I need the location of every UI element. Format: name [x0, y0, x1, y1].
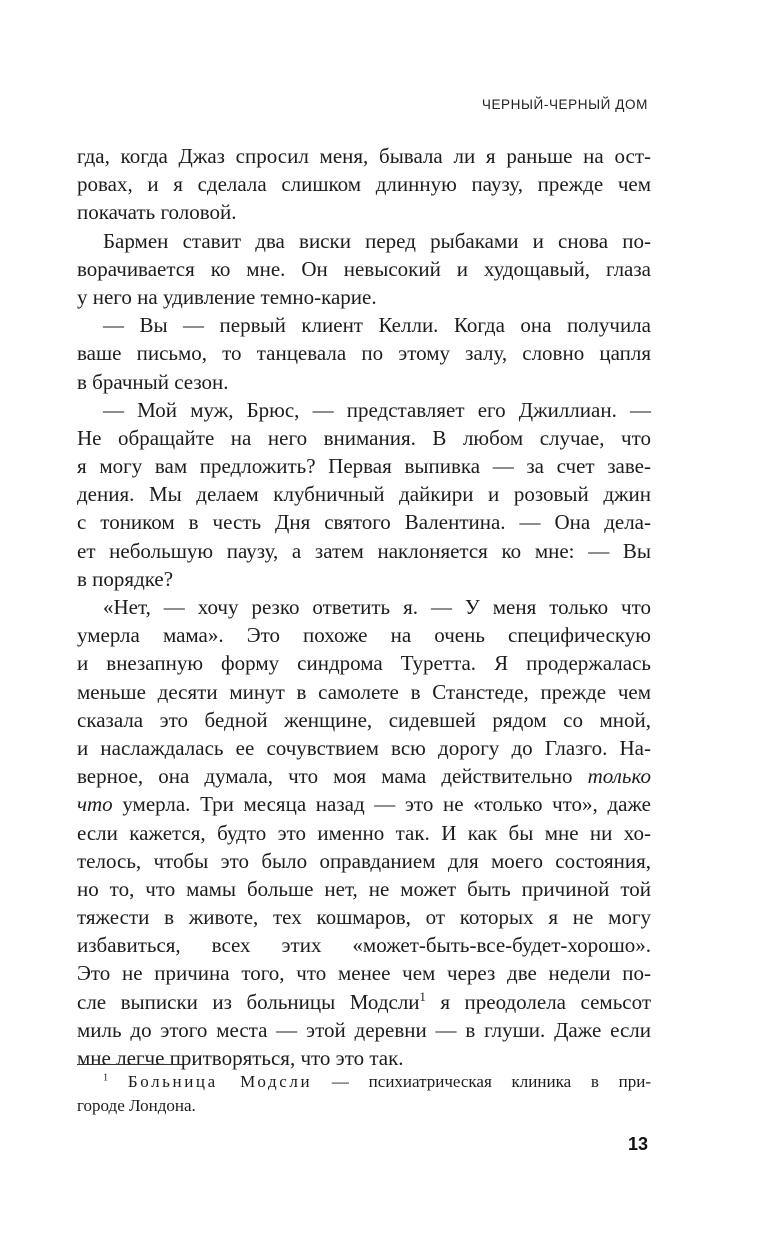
text-line: у него на удивление темно-карие.: [77, 284, 377, 309]
footnote: [77, 1070, 651, 1118]
text-line: мне легче притворяться, что это так.: [77, 1046, 404, 1070]
text-line: с тоником в честь Дня святого Валентина. — Она дела-: [77, 510, 651, 535]
text-line: — Вы — первый клиент Келли. Когда она получила: [103, 313, 651, 338]
footnote-line: [77, 1070, 651, 1094]
text-line: Бармен ставит два виски перед рыбаками и снова по-: [103, 228, 651, 253]
footnote-line: городе Лондона.: [77, 1096, 196, 1115]
text-line: покачать головой.: [77, 200, 237, 225]
text-line: [77, 762, 651, 790]
footnote-marker: 1: [103, 1072, 109, 1084]
text-line: избавиться, всех этих «может-быть-все-будет-хорошо».: [77, 933, 651, 958]
text-line: ровах, и я сделала слишком длинную паузу, прежде чем: [77, 172, 651, 197]
text-line: и внезапную форму синдрома Туретта. Я продержалась: [77, 651, 651, 676]
text-line: если кажется, будто это именно так. И как бы мне ни хо-: [77, 820, 651, 845]
text-line: в порядке?: [77, 566, 174, 591]
text-line: умерла мама». Это похоже на очень специфическую: [77, 623, 651, 648]
body-text: [77, 142, 651, 1072]
text-line: но то, что мамы больше нет, не может быть причиной той: [77, 876, 651, 901]
text-line: [77, 790, 651, 818]
footnote-divider: [77, 1064, 183, 1065]
text-line: Это не причина того, что менее чем через две недели по-: [77, 961, 651, 986]
footnote-text: — психиатрическая клиника в при-: [312, 1072, 652, 1091]
text-line: сказала это бедной женщине, сидевшей рядом со мной,: [77, 707, 651, 732]
text-line: ваше письмо, то танцевала по этому залу, словно цапля: [77, 341, 651, 366]
text-segment: верное, она думала, что моя мама действительно: [77, 764, 573, 789]
text-line: «Нет, — хочу резко ответить я. — У меня только что: [103, 595, 651, 619]
text-segment: сле выписки из больницы Модсли: [77, 989, 420, 1014]
running-header: ЧЕРНЫЙ-ЧЕРНЫЙ ДОМ: [481, 97, 648, 112]
text-line: [77, 988, 651, 1016]
text-line: ет небольшую паузу, а затем наклоняется ко мне: — Вы: [77, 538, 651, 563]
text-line: гда, когда Джаз спросил меня, бывала ли я раньше на ост-: [77, 144, 651, 168]
text-line: и наслаждалась ее сочувствием всю дорогу до Глазго. На-: [77, 735, 651, 760]
text-line: Не обращайте на него внимания. В любом случае, что: [77, 425, 651, 450]
text-line: я могу вам предложить? Первая выпивка — за счет заве-: [77, 454, 651, 479]
text-line: в брачный сезон.: [77, 369, 229, 394]
italic-emphasis: что: [77, 792, 113, 817]
text-line: меньше десяти минут в самолете в Станстеде, прежде чем: [77, 679, 651, 704]
text-segment: умерла. Три месяца назад — это не «только что», даже: [122, 792, 652, 817]
text-line: телось, чтобы это было оправданием для моего состояния,: [77, 848, 651, 873]
italic-emphasis: только: [587, 764, 651, 789]
footnote-term: Больница Модсли: [127, 1072, 313, 1091]
text-line: — Мой муж, Брюс, — представляет его Джиллиан. —: [103, 397, 651, 422]
text-line: дения. Мы делаем клубничный дайкири и розовый джин: [77, 482, 651, 507]
text-line: миль до этого места — этой деревни — в глуши. Даже если: [77, 1017, 651, 1042]
page-number: 13: [627, 1134, 648, 1154]
text-segment: я преодолела семьсот: [440, 989, 651, 1014]
text-line: тяжести в животе, тех кошмаров, от которых я не могу: [77, 905, 651, 930]
footnote-reference[interactable]: 1: [419, 989, 426, 1004]
text-line: ворачивается ко мне. Он невысокий и худощавый, глаза: [77, 256, 651, 281]
